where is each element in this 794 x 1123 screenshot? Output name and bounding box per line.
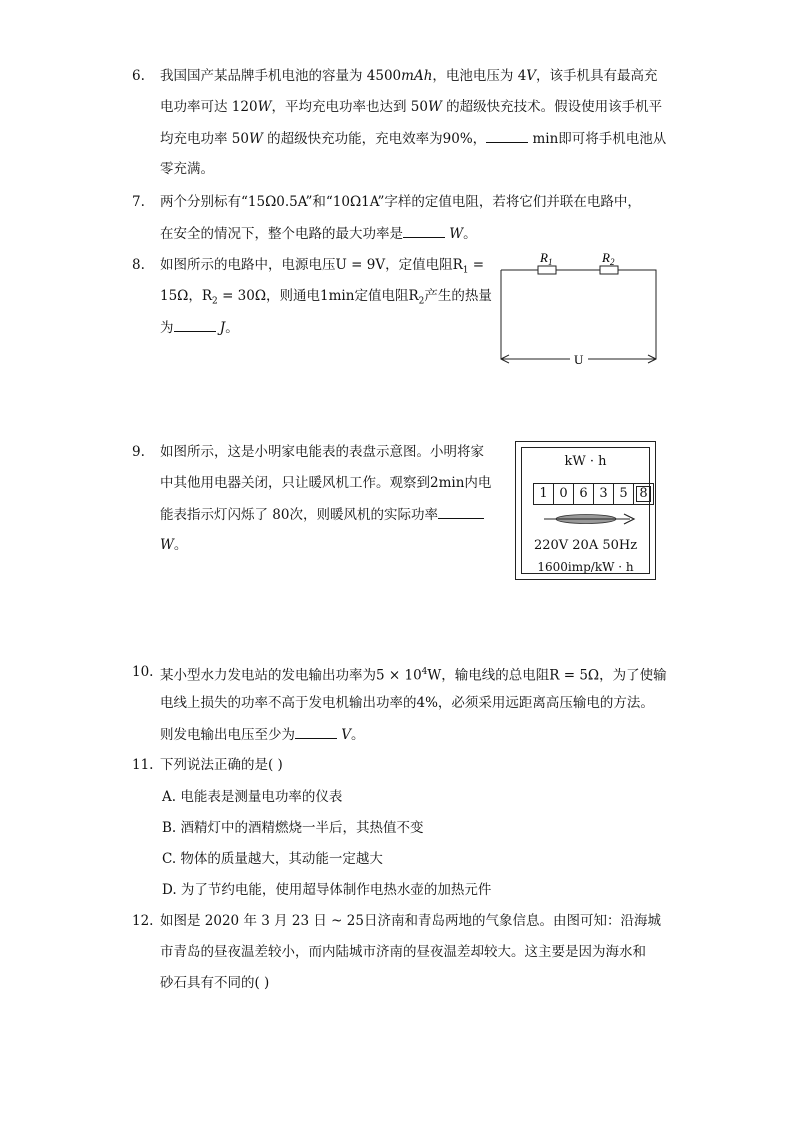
answer-blank[interactable] xyxy=(295,724,337,739)
answer-blank[interactable] xyxy=(438,504,484,519)
question-text-line: 为 J。 xyxy=(160,317,239,338)
question-text-line: 我国国产某品牌手机电池的容量为 4500mAh，电池电压为 4V，该手机具有最高充 xyxy=(160,68,658,84)
question-text-line: 市青岛的昼夜温差较小，而内陆城市济南的昼夜温差却较大。这主要是因为海水和 xyxy=(160,944,646,960)
r2-label: $R_2$ xyxy=(602,250,615,267)
r1-label: $R_1$ xyxy=(540,250,553,267)
meter-reading xyxy=(533,483,654,505)
meter-unit: kW · h xyxy=(564,454,607,469)
question-text-line: 在安全的情况下，整个电路的最大功率是 W。 xyxy=(160,223,477,244)
question-text-line: 如图所示的电路中，电源电压U = 9V，定值电阻$R_1$ = xyxy=(160,257,485,276)
meter-disc-icon xyxy=(542,511,637,527)
question-text-line: 15Ω，$R_2 = 30\Omega$，则通电1min定值电阻$R_2$产生的热量 xyxy=(160,288,492,307)
question-text-line: 能表指示灯闪烁了 80次，则暖风机的实际功率 xyxy=(160,504,484,525)
meter-imp: 1600imp/kW · h xyxy=(537,560,634,574)
question-text-line: 如图是 2020 年 3 月 23 日 ~ 25日济南和青岛两地的气象信息。由图可知：沿海城 xyxy=(160,913,661,929)
circuit-diagram xyxy=(490,245,670,370)
meter-digit: 3 xyxy=(594,484,614,504)
meter-digit: 5 xyxy=(614,484,634,504)
question-number: 9. xyxy=(132,444,145,460)
question-text-line: W。 xyxy=(160,537,188,553)
option-b[interactable]: B. 酒精灯中的酒精燃烧一半后，其热值不变 xyxy=(162,820,424,836)
meter-face xyxy=(521,447,650,574)
question-text-line: 零充满。 xyxy=(160,161,214,177)
answer-blank[interactable] xyxy=(486,128,528,143)
question-number: 7. xyxy=(132,194,145,210)
question-text-line: 中其他用电器关闭，只让暖风机工作。观察到2min内电 xyxy=(160,475,492,491)
question-text-line: 电功率可达 120W，平均充电功率也达到 50W 的超级快充技术。假设使用该手机平 xyxy=(160,99,663,115)
answer-blank[interactable] xyxy=(174,317,216,332)
question-number: 10. xyxy=(132,664,154,680)
question-number: 12. xyxy=(132,913,154,929)
meter-digit: 1 xyxy=(534,484,554,504)
question-text-line: 电线上损失的功率不高于发电机输出功率的4%，必须采用远距离高压输电的方法。 xyxy=(160,695,654,711)
question-number: 8. xyxy=(132,257,145,273)
question-text-line: 某小型水力发电站的发电输出功率为$5 \times 10^4W$，输电线的总电阻R = 5Ω，为了使输 xyxy=(160,667,667,684)
answer-blank[interactable] xyxy=(403,223,445,238)
resistor-r1 xyxy=(538,266,556,274)
resistor-r2 xyxy=(600,266,618,274)
meter-spec: 220V 20A 50Hz xyxy=(533,538,638,553)
option-c[interactable]: C. 物体的质量越大，其动能一定越大 xyxy=(162,851,383,867)
voltage-label: U xyxy=(574,352,584,367)
question-text-line: 砂石具有不同的( ) xyxy=(160,975,270,991)
question-number: 11. xyxy=(132,757,154,773)
question-text-line: 均充电功率 50W 的超级快充功能，充电效率为90%， min即可将手机电池从 xyxy=(160,128,666,149)
meter-digit: 0 xyxy=(554,484,574,504)
question-text-line: 则发电输出电压至少为 V。 xyxy=(160,724,365,745)
question-number: 6. xyxy=(132,68,145,84)
energy-meter-diagram xyxy=(515,441,656,580)
question-stem: 下列说法正确的是( ) xyxy=(160,757,283,773)
meter-digit: 6 xyxy=(574,484,594,504)
meter-digit-decimal: 8 xyxy=(634,484,653,504)
option-a[interactable]: A. 电能表是测量电功率的仪表 xyxy=(162,789,343,805)
question-text-line: 如图所示，这是小明家电能表的表盘示意图。小明将家 xyxy=(160,444,484,460)
question-text-line: 两个分别标有“15Ω0.5A”和“10Ω1A”字样的定值电阻，若将它们并联在电路中， xyxy=(160,194,641,210)
option-d[interactable]: D. 为了节约电能，使用超导体制作电热水壶的加热元件 xyxy=(162,882,492,898)
